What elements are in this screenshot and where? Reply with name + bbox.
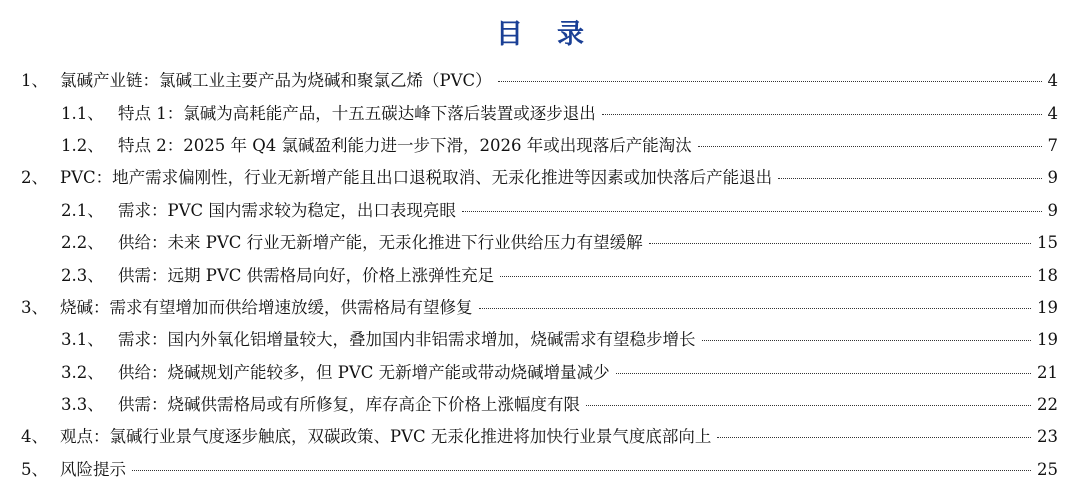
dot-leader — [778, 178, 1041, 179]
toc-entry-page: 21 — [1037, 362, 1058, 382]
toc-entry-number: 4、 — [21, 427, 48, 447]
dot-leader — [616, 373, 1031, 374]
toc-entry-title: 观点：氯碱行业景气度逐步触底，双碳政策、PVC 无汞化推进将加快行业景气度底部向上 — [60, 427, 712, 447]
toc-entry-number: 3.3、 — [61, 395, 104, 415]
toc-entry-1-2[interactable] — [0, 128, 1080, 160]
table-of-contents — [0, 63, 1080, 484]
toc-entry-page: 23 — [1037, 427, 1058, 447]
toc-entry-number: 5、 — [21, 459, 48, 479]
page-title — [0, 12, 1080, 51]
dot-leader — [479, 308, 1032, 309]
toc-entry-page: 19 — [1037, 297, 1058, 317]
toc-entry-page: 18 — [1037, 265, 1058, 285]
toc-entry-2-2[interactable] — [0, 225, 1080, 257]
toc-entry-number: 2.3、 — [61, 265, 104, 285]
toc-entry-3-3[interactable] — [0, 387, 1080, 419]
dot-leader — [702, 340, 1032, 341]
toc-entry-number: 2、 — [21, 168, 48, 188]
toc-entry-4[interactable] — [0, 419, 1080, 451]
toc-entry-page: 19 — [1037, 330, 1058, 350]
toc-entry-3[interactable] — [0, 290, 1080, 322]
toc-entry-number: 3.1、 — [61, 330, 104, 350]
toc-entry-1-1[interactable] — [0, 95, 1080, 127]
toc-entry-title: 氯碱产业链：氯碱工业主要产品为烧碱和聚氯乙烯（PVC） — [60, 71, 492, 91]
toc-entry-number: 1.2、 — [61, 135, 104, 155]
toc-entry-3-1[interactable] — [0, 322, 1080, 354]
toc-entry-page: 15 — [1037, 233, 1058, 253]
title-char-left: 目 — [496, 19, 523, 50]
toc-entry-title: 需求：PVC 国内需求较为稳定，出口表现亮眼 — [118, 200, 456, 220]
toc-entry-page: 25 — [1037, 459, 1058, 479]
dot-leader — [602, 114, 1042, 115]
title-char-right: 录 — [557, 19, 584, 50]
toc-entry-number: 1.1、 — [61, 103, 104, 123]
toc-entry-5[interactable] — [0, 452, 1080, 484]
toc-entry-number: 3、 — [21, 297, 48, 317]
dot-leader — [649, 243, 1031, 244]
toc-entry-page: 22 — [1037, 395, 1058, 415]
toc-entry-title: 特点 1：氯碱为高耗能产品，十五五碳达峰下落后装置或逐步退出 — [118, 103, 596, 123]
toc-entry-title: 供给：未来 PVC 行业无新增产能，无汞化推进下行业供给压力有望缓解 — [118, 233, 643, 253]
toc-entry-1[interactable] — [0, 63, 1080, 95]
toc-entry-2-1[interactable] — [0, 193, 1080, 225]
toc-entry-title: 供给：烧碱规划产能较多，但 PVC 无新增产能或带动烧碱增量减少 — [118, 362, 610, 382]
dot-leader — [717, 437, 1031, 438]
toc-entry-3-2[interactable] — [0, 355, 1080, 387]
toc-entry-title: PVC：地产需求偏刚性，行业无新增产能且出口退税取消、无汞化推进等因素或加快落后产能退出 — [60, 168, 773, 188]
toc-entry-2[interactable] — [0, 160, 1080, 192]
toc-entry-page: 4 — [1047, 103, 1058, 123]
toc-entry-title: 供需：烧碱供需格局或有所修复，库存高企下价格上涨幅度有限 — [118, 395, 580, 415]
dot-leader — [132, 470, 1031, 471]
toc-entry-title: 风险提示 — [60, 459, 126, 479]
toc-entry-2-3[interactable] — [0, 257, 1080, 289]
dot-leader — [462, 211, 1042, 212]
toc-entry-page: 9 — [1047, 200, 1058, 220]
toc-entry-title: 供需：远期 PVC 供需格局向好，价格上涨弹性充足 — [118, 265, 495, 285]
dot-leader — [498, 81, 1042, 82]
toc-entry-number: 3.2、 — [61, 362, 104, 382]
toc-entry-number: 2.1、 — [61, 200, 104, 220]
toc-entry-number: 1、 — [21, 71, 48, 91]
toc-entry-title: 特点 2：2025 年 Q4 氯碱盈利能力进一步下滑，2026 年或出现落后产能淘汰 — [118, 135, 692, 155]
dot-leader — [698, 146, 1042, 147]
toc-entry-title: 烧碱：需求有望增加而供给增速放缓，供需格局有望修复 — [60, 297, 473, 317]
toc-entry-number: 2.2、 — [61, 233, 104, 253]
toc-entry-page: 7 — [1047, 135, 1058, 155]
dot-leader — [586, 405, 1031, 406]
toc-entry-title: 需求：国内外氧化铝增量较大，叠加国内非铝需求增加，烧碱需求有望稳步增长 — [118, 330, 696, 350]
dot-leader — [500, 276, 1031, 277]
toc-entry-page: 4 — [1047, 71, 1058, 91]
toc-entry-page: 9 — [1047, 168, 1058, 188]
